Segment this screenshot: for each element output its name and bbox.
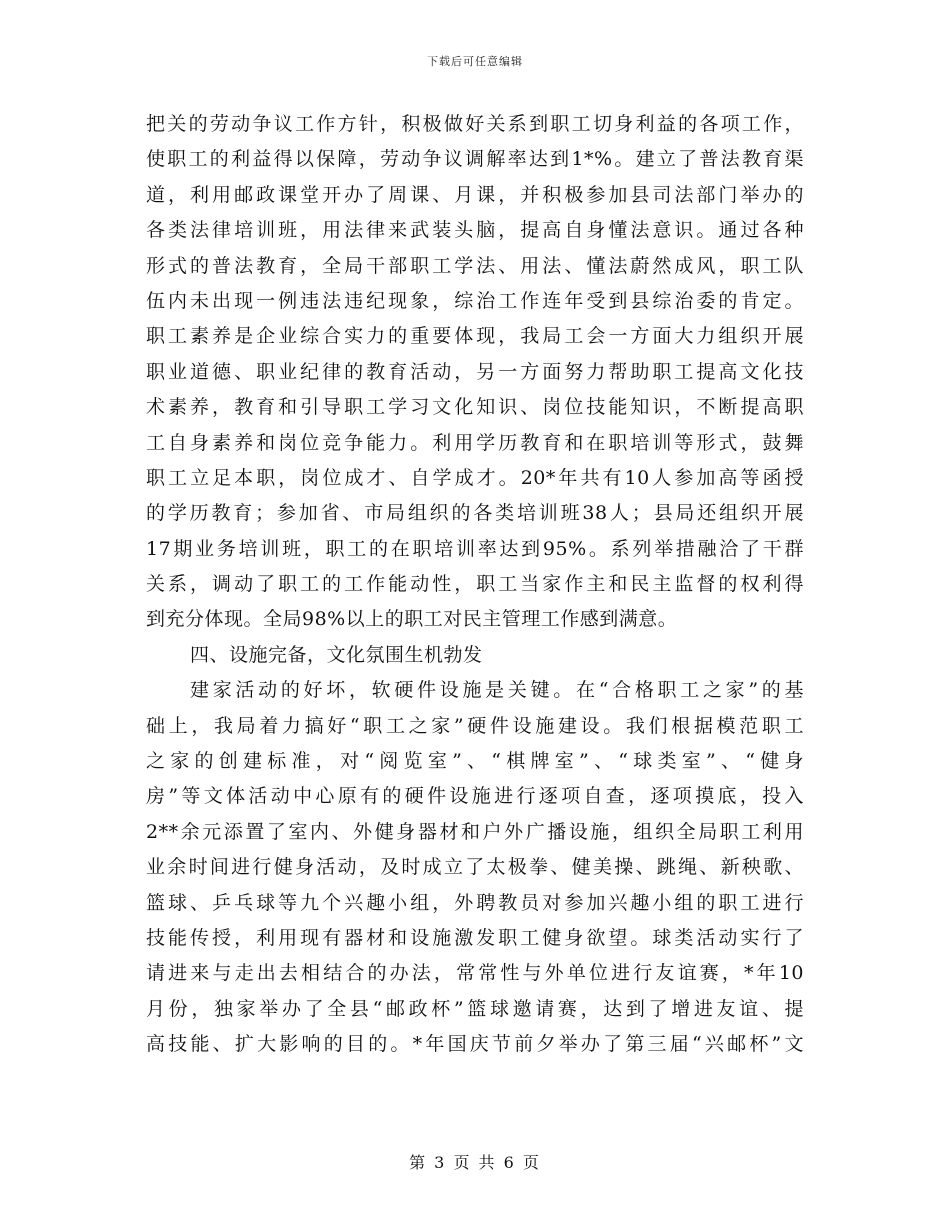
body-line: 职业道德、职业纪律的教育活动，另一方面努力帮助职工提高文化技	[146, 360, 804, 383]
body-line: 职工立足本职，岗位成才、自学成才。20*年共有10人参加高等函授	[146, 466, 804, 489]
body-line: 篮球、乒乓球等九个兴趣小组，外聘教员对参加兴趣小组的职工进行	[146, 891, 804, 914]
body-line: 的学历教育；参加省、市局组织的各类培训班38人；县局还组织开展	[146, 502, 804, 525]
document-body	[146, 107, 804, 1063]
body-line: 形式的普法教育，全局干部职工学法、用法、懂法蔚然成风，职工队	[146, 254, 804, 277]
body-line: 职工素养是企业综合实力的重要体现，我局工会一方面大力组织开展	[146, 325, 804, 348]
body-line: 础上，我局着力搞好“职工之家”硬件设施建设。我们根据模范职工	[146, 714, 804, 737]
body-line: 工自身素养和岗位竞争能力。利用学历教育和在职培训等形式，鼓舞	[146, 431, 804, 454]
body-line: 术素养，教育和引导职工学习文化知识、岗位技能知识，不断提高职	[146, 396, 804, 419]
body-line: 2**余元添置了室内、外健身器材和户外广播设施，组织全局职工利用	[146, 820, 804, 843]
body-line: 高技能、扩大影响的目的。*年国庆节前夕举办了第三届“兴邮杯”文	[146, 1033, 804, 1056]
body-line: 道，利用邮政课堂开办了周课、月课，并积极参加县司法部门举办的	[146, 183, 804, 206]
page-header: 下载后可任意编辑	[427, 55, 523, 68]
body-line: 房”等文体活动中心原有的硬件设施进行逐项自查，逐项摸底，投入	[146, 785, 804, 808]
body-line: 把关的劳动争议工作方针，积极做好关系到职工切身利益的各项工作，	[146, 113, 804, 135]
body-line: 各类法律培训班，用法律来武装头脑，提高自身懂法意识。通过各种	[146, 219, 804, 242]
body-line: 技能传授，利用现有器材和设施激发职工健身欲望。球类活动实行了	[146, 926, 804, 949]
body-line: 业余时间进行健身活动，及时成立了太极拳、健美操、跳绳、新秧歌、	[146, 856, 804, 879]
section-heading: 四、设施完备，文化氛围生机勃发	[190, 643, 483, 666]
body-line: 17期业务培训班，职工的在职培训率达到95%。系列举措融洽了干群	[146, 537, 804, 560]
body-line: 请进来与走出去相结合的办法，常常性与外单位进行友谊赛，*年10	[146, 962, 804, 985]
body-line: 伍内未出现一例违法违纪现象，综治工作连年受到县综治委的肯定。	[146, 289, 804, 312]
body-line: 使职工的利益得以保障，劳动争议调解率达到1*%。建立了普法教育渠	[146, 148, 804, 171]
body-line: 之家的创建标准，对“阅览室”、“棋牌室”、“球类室”、“健身	[146, 750, 804, 773]
body-line: 月份，独家举办了全县“邮政杯”篮球邀请赛，达到了增进友谊、提	[146, 997, 804, 1020]
body-line: 到充分体现。全局98%以上的职工对民主管理工作感到满意。	[146, 608, 678, 631]
body-line: 建家活动的好坏，软硬件设施是关键。在“合格职工之家”的基	[190, 679, 804, 702]
body-line: 关系，调动了职工的工作能动性，职工当家作主和民主监督的权利得	[146, 573, 804, 596]
page-number: 第 3 页 共 6 页	[409, 1153, 541, 1172]
